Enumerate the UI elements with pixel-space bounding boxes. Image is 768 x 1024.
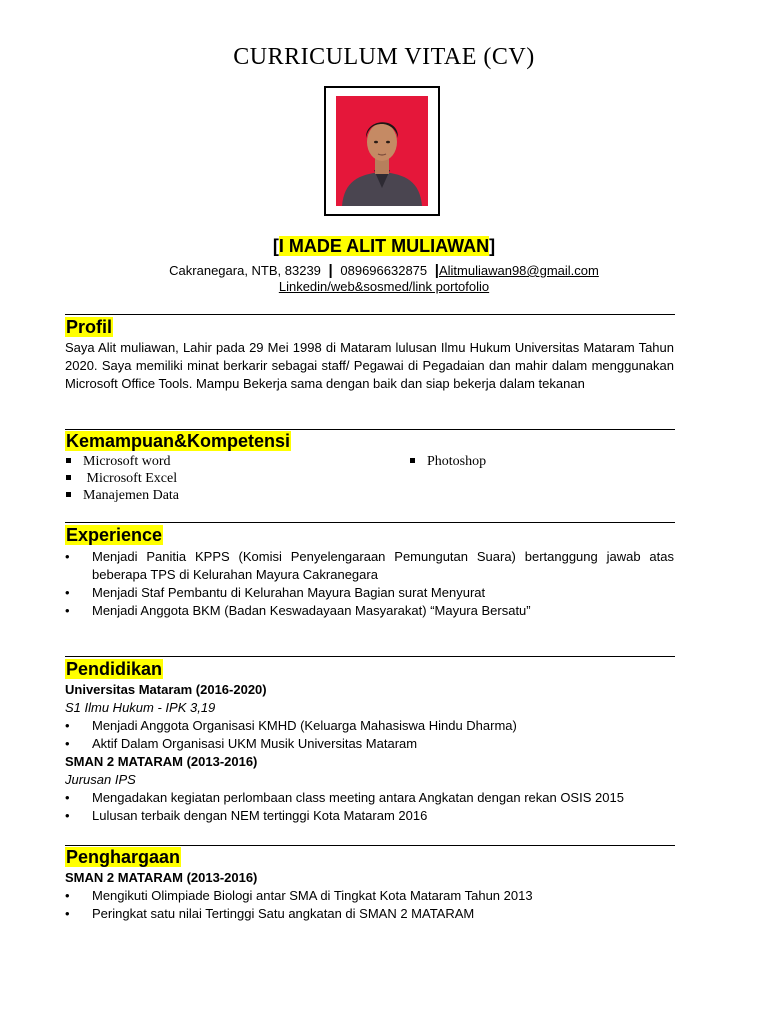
- name-bracket-close: ]: [489, 236, 496, 256]
- list-item: • Menjadi Staf Pembantu di Kelurahan Mayura Bagian surat Menyurat: [65, 585, 486, 600]
- list-item: • Peringkat satu nilai Tertinggi Satu angkatan di SMAN 2 MATARAM: [65, 906, 475, 921]
- candidate-name: [0, 236, 768, 257]
- section-heading-pendidikan: Pendidikan: [66, 659, 163, 679]
- school-name: SMAN 2 MATARAM (2013-2016): [65, 870, 258, 885]
- section-heading-experience: Experience: [66, 525, 163, 545]
- list-item: • Menjadi Panitia KPPS (Komisi Penyelengaraan Pemungutan Suara) bertanggung jawab atas beberapa TPS di Kelurahan Mayura Cakranegara: [65, 549, 674, 582]
- profile-photo: [336, 96, 428, 206]
- list-item: • Lulusan terbaik dengan NEM tertinggi Kota Mataram 2016: [65, 808, 428, 823]
- list-item: • Menjadi Anggota Organisasi KMHD (Keluarga Mahasiswa Hindu Dharma): [65, 718, 517, 733]
- skill-item: Manajemen Data: [66, 487, 179, 504]
- name-text: I MADE ALIT MULIAWAN: [278, 236, 490, 256]
- section-heading-penghargaan: Penghargaan: [66, 847, 181, 867]
- separator: |: [434, 262, 439, 279]
- address: Cakranegara, NTB, 83239: [169, 263, 321, 278]
- section-divider: [65, 845, 675, 846]
- section-divider: [65, 429, 675, 430]
- section-divider: [65, 522, 675, 523]
- list-item: • Aktif Dalam Organisasi UKM Musik Universitas Mataram: [65, 736, 418, 751]
- list-item: • Menjadi Anggota BKM (Badan Keswadayaan Masyarakat) “Mayura Bersatu”: [65, 603, 531, 618]
- separator: |: [328, 262, 333, 279]
- skill-item: Microsoft word: [66, 453, 171, 470]
- section-heading-skills: Kemampuan&Kompetensi: [66, 431, 291, 451]
- skill-item: Microsoft Excel: [66, 470, 177, 487]
- skill-item: Photoshop: [410, 453, 486, 470]
- email-link[interactable]: Alitmuliawan98@gmail.com: [438, 263, 599, 278]
- phone-number: 089696632875: [340, 263, 428, 278]
- school-name: SMAN 2 MATARAM (2013-2016): [65, 754, 258, 769]
- school-name: Universitas Mataram (2016-2020): [65, 682, 267, 697]
- profile-photo-frame: [324, 86, 440, 216]
- section-divider: [65, 656, 675, 657]
- person-portrait-icon: [336, 96, 428, 206]
- list-item: • Mengadakan kegiatan perlombaan class meeting antara Angkatan dengan rekan OSIS 2015: [65, 790, 624, 805]
- degree: S1 Ilmu Hukum - IPK 3,19: [65, 700, 216, 715]
- page-title: CURRICULUM VITAE (CV): [233, 44, 535, 70]
- contact-line: [0, 262, 768, 279]
- section-heading-profil: Profil: [66, 317, 113, 337]
- section-divider: [65, 314, 675, 315]
- name-bracket-open: [: [272, 236, 279, 256]
- list-item: • Mengikuti Olimpiade Biologi antar SMA di Tingkat Kota Mataram Tahun 2013: [65, 888, 533, 903]
- profile-text: Saya Alit muliawan, Lahir pada 29 Mei 1998 di Mataram lulusan Ilmu Hukum Universitas Mataram Tahun 2020. Saya memiliki minat berkarir sebagai staff/ Pegawai di Pegadaian dan mahir dalam menggunakan Microsoft Office Tools. Mampu Bekerja sama dengan baik dan siap bekerja dalam tekanan: [65, 340, 674, 391]
- portfolio-link[interactable]: Linkedin/web&sosmed/link portofolio: [278, 279, 490, 294]
- degree: Jurusan IPS: [65, 772, 136, 787]
